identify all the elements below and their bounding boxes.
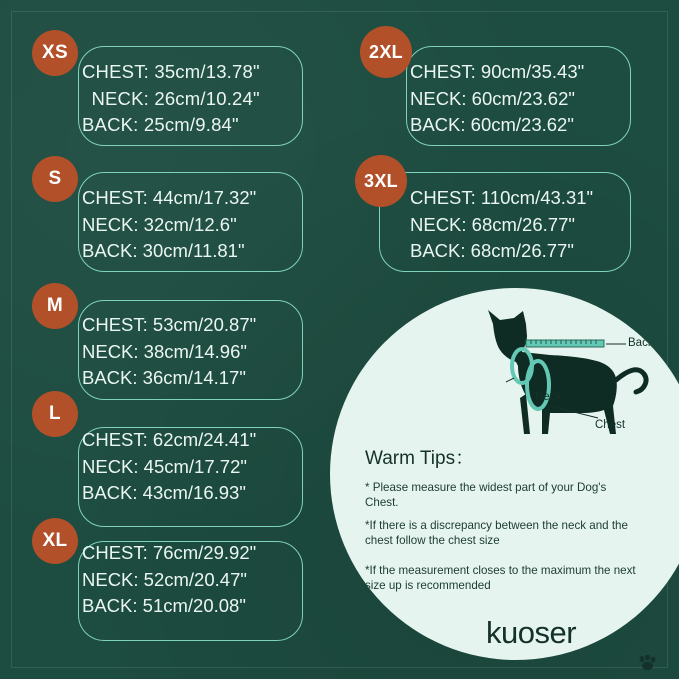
chest-measurement: CHEST: 90cm/35.43" bbox=[410, 61, 585, 82]
chest-label: Chest bbox=[595, 419, 626, 431]
back-measurement: BACK: 25cm/9.84" bbox=[82, 114, 239, 135]
chest-measurement: CHEST: 76cm/29.92" bbox=[82, 542, 257, 563]
size-measurements bbox=[82, 312, 256, 392]
size-badge: M bbox=[32, 283, 78, 329]
size-measurements bbox=[82, 540, 256, 620]
back-measurement: BACK: 43cm/16.93" bbox=[82, 482, 246, 503]
back-measurement: BACK: 60cm/23.62" bbox=[410, 114, 574, 135]
neck-measurement: NECK: 45cm/17.72" bbox=[82, 455, 247, 477]
back-measurement: BACK: 51cm/20.08" bbox=[82, 595, 246, 616]
neck-measurement: NECK: 68cm/26.77" bbox=[410, 213, 575, 235]
chest-measurement: CHEST: 35cm/13.78" bbox=[82, 61, 260, 82]
neck-measurement: NECK: 52cm/20.47" bbox=[82, 568, 247, 590]
size-badge: XS bbox=[32, 30, 78, 76]
warm-tips-circle bbox=[330, 288, 679, 660]
back-measurement: BACK: 30cm/11.81" bbox=[82, 240, 245, 261]
neck-measurement: NECK: 26cm/10.24" bbox=[91, 87, 260, 109]
back-label: Back bbox=[628, 337, 654, 349]
neck-measurement: NECK: 32cm/12.6" bbox=[82, 213, 237, 235]
neck-label: Neck bbox=[535, 391, 562, 403]
neck-measurement: NECK: 38cm/14.96" bbox=[82, 340, 247, 362]
back-measurement: BACK: 68cm/26.77" bbox=[410, 240, 574, 261]
size-badge: 2XL bbox=[360, 26, 412, 78]
size-badge: 3XL bbox=[355, 155, 407, 207]
back-tape-icon bbox=[526, 340, 604, 347]
dog-measure-diagram bbox=[430, 306, 679, 446]
neck-measurement: NECK: 60cm/23.62" bbox=[410, 87, 575, 109]
chest-measurement: CHEST: 44cm/17.32" bbox=[82, 187, 257, 208]
brand-logo: kuoser bbox=[486, 615, 577, 650]
dog-silhouette-icon bbox=[430, 306, 679, 456]
size-measurements bbox=[82, 59, 260, 139]
chest-measurement: CHEST: 62cm/24.41" bbox=[82, 429, 257, 450]
size-badge: L bbox=[32, 391, 78, 437]
tip-item: *If the measurement closes to the maximum the next size up is recommended bbox=[365, 564, 636, 592]
warm-tips-title: Warm Tips： bbox=[365, 448, 475, 469]
chest-measurement: CHEST: 110cm/43.31" bbox=[410, 187, 594, 208]
size-measurements bbox=[82, 185, 256, 265]
size-measurements bbox=[410, 59, 584, 139]
size-measurements bbox=[82, 427, 256, 507]
size-badge: XL bbox=[32, 518, 78, 564]
size-measurements bbox=[410, 185, 593, 265]
back-measurement: BACK: 36cm/14.17" bbox=[82, 367, 246, 388]
tip-item: * Please measure the widest part of your Dog's Chest. bbox=[365, 481, 607, 509]
tip-item: *If there is a discrepancy between the neck and the chest follow the chest size bbox=[365, 519, 628, 547]
chest-measurement: CHEST: 53cm/20.87" bbox=[82, 314, 257, 335]
size-badge: S bbox=[32, 156, 78, 202]
paw-icon bbox=[637, 655, 659, 671]
